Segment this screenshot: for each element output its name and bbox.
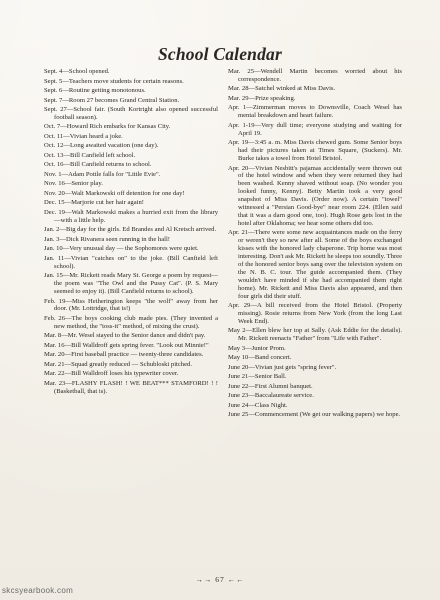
calendar-entry: Dec. 19—Walt Markowski makes a hurried exit from the library—with a little help. bbox=[44, 208, 218, 224]
calendar-entry: June 20—Vivian just gets "spring fever". bbox=[228, 363, 337, 371]
calendar-entry: Sept. 5—Teachers move students for certain reasons. bbox=[44, 77, 184, 85]
calendar-entry: May 2—Ellen blew her top at Sally. (Ask Eddie for the details). Mr. Rickett reenacts "Father" from "Life with Father". bbox=[228, 327, 402, 343]
calendar-entry: Sept. 7—Room 27 becomes Grand Central Station. bbox=[44, 96, 180, 104]
calendar-entry: Oct. 7—Howard Rich embarks for Kansas City. bbox=[44, 123, 171, 131]
calendar-entry: Jan. 3—Dick Rivanera seen running in the hall! bbox=[44, 235, 170, 243]
calendar-entry: Oct. 11—Vivian heard a joke. bbox=[44, 132, 123, 140]
calendar-entry: Sept. 6—Routine getting monotonous. bbox=[44, 87, 146, 94]
calendar-entry: May 10—Band concert. bbox=[228, 354, 292, 362]
calendar-entry: Apr. 29—A bill received from the Hotel Bristol. (Property missing). Rosie returns from New York (from the long Last Week End). bbox=[228, 302, 402, 325]
calendar-entry: Mar. 21—Squad greatly reduced — Schubloski pitched. bbox=[44, 360, 192, 368]
calendar-entry: Oct. 16—Bill Canfield returns to school. bbox=[44, 161, 152, 169]
calendar-entry: Mar. 22—Bill Walldroff loses his typewriter cover. bbox=[44, 370, 179, 378]
calendar-entry: Feb. 19—Miss Hetherington keeps "the wolf" away from her door. (Mr. Lottridge, that is!) bbox=[44, 297, 218, 313]
calendar-entry: Jan. 10—Very unusual day — the Sophomores were quiet. bbox=[44, 245, 199, 253]
page-number: →→ 67 ←← bbox=[195, 575, 245, 584]
calendar-entry: June 23—Baccalaureate service. bbox=[228, 392, 314, 400]
calendar-entry: June 24—Class Night. bbox=[228, 401, 288, 409]
calendar-entry: Apr. 21—There were some new acquaintances made on the ferry or weren't they so new after all. Some of the boys exchanged kisses with the honored lady chaperone. Trip home was most interesting. Don't ask Mr. Rickett he sleeps too soundly. Three of the honored senior boys sang over the television system on the N. B. C. tour. The guide accompanied them. (They wouldn't have minded if she had accompanied them right home). Mr. Rickett and Miss Davis also appeared, and then four girls did their stuff. bbox=[228, 229, 402, 300]
calendar-entry: Dec. 15—Marjorie cut her hair again! bbox=[44, 199, 144, 207]
calendar-entry: Mar. 23—FLASHY FLASH! ! WE BEAT*** STAMFORD! ! ! (Basketball, that is). bbox=[44, 379, 218, 395]
calendar-entry: Nov. 20—Walt Markowski off detention for one day! bbox=[44, 189, 185, 197]
page-title: School Calendar bbox=[157, 44, 283, 64]
calendar-entry: Jan. 11—Vivian "catches on" to the joke. (Bill Canfield left school). bbox=[44, 254, 218, 270]
calendar-entry: Jan. 2—Big day for the girls. Ed Brandes and Al Kretsch arrived. bbox=[44, 226, 217, 234]
calendar-entry: Apr. 19—3:45 a. m. Miss Davis chewed gum. Some Senior boys had their pictures taken at Times Square, (Suckers). Mr. Burke takes a towel from Hotel Bristol. bbox=[228, 139, 402, 163]
calendar-entry: Apr. 20—Vivian Nesbitt's pajamas accidentally were thrown out of the hotel window and when they were returned they had been washed. Kenny shaved without soap. (No wonder you looked funny, Kenny). Betty Martin took a very good snapshot of Miss Davis. (Order now). A certain "towel" witnessed a "Persian Good-bye" near room 224. (Ellen said that it was a darn good one, too). Hugh Rose gets lost in the hotel after Oklahoma; we hear some others did too. bbox=[228, 164, 402, 227]
calendar-left-column bbox=[44, 68, 218, 397]
calendar-entry: Feb. 26—The boys cooking club made pies. (They invented a new method, the "toss-it" method, of mixing the crust). bbox=[44, 314, 218, 330]
calendar-entry: Nov. 1—Adam Pottle falls for "Little Evie". bbox=[44, 170, 161, 178]
calendar-entry: Mar. 8—Mr. Wesel stayed to the Senior dance and didn't pay. bbox=[44, 332, 206, 340]
calendar-entry: Apr. 1—Zimmerman moves to Downsville, Coach Wesel has mental breakdown and heart failure. bbox=[228, 104, 402, 120]
calendar-entry: Mar. 25—Wendell Martin becomes worried about his correspondence. bbox=[228, 68, 402, 83]
calendar-entry: Jan. 15—Mr. Rickett reads Mary St. George a poem by request—the poem was "The Owl and the Pussy Cat". (P. S. Mary seemed to enjoy it). (Bill Canfield returns to school). bbox=[44, 272, 218, 296]
calendar-entry: June 21—Senior Ball. bbox=[228, 373, 287, 381]
calendar-entry: May 3—Junior Prom. bbox=[228, 344, 286, 352]
calendar-entry: Mar. 29—Prize speaking. bbox=[228, 94, 296, 102]
calendar-entry: Mar. 28—Satchel winked at Miss Davis. bbox=[228, 85, 336, 93]
calendar-entry: Sept. 4—School opened. bbox=[44, 68, 110, 75]
calendar-entry: Nov. 16—Senior play. bbox=[44, 180, 103, 188]
calendar-columns bbox=[44, 68, 402, 588]
calendar-entry: Mar. 20—First baseball practice — twenty-three candidates. bbox=[44, 351, 204, 359]
calendar-entry: Oct. 13—Bill Canfield left school. bbox=[44, 151, 136, 159]
watermark: skcsyearbook.com bbox=[2, 586, 74, 595]
calendar-right-column bbox=[228, 68, 402, 421]
calendar-entry: June 25—Commencement (We get our walking papers) we hope. bbox=[228, 411, 401, 419]
calendar-entry: June 22—First Alumni banquet. bbox=[228, 382, 313, 390]
calendar-entry: Mar. 16—Bill Walldroff gets spring fever. "Look out Minnie!" bbox=[44, 341, 209, 349]
calendar-entry: Apr. 1-19—Very dull time; everyone studying and waiting for April 19. bbox=[228, 121, 402, 137]
calendar-entry: Sept. 27—School fair. (South Kortright also opened successful football season). bbox=[44, 106, 218, 121]
calendar-entry: Oct. 12—Long awaited vacation (one day). bbox=[44, 142, 159, 150]
